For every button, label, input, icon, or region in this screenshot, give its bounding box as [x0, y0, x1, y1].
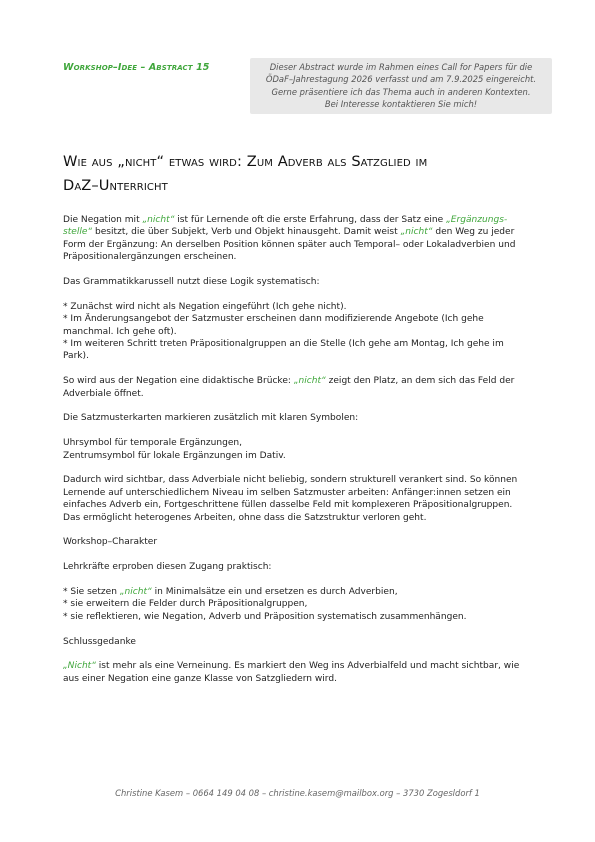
title-line: Wie aus „nicht“ etwas wird: Zum Adverb als Satzglied im	[63, 153, 428, 170]
highlight-term: „nicht“	[293, 376, 326, 387]
page-title	[63, 150, 533, 198]
text-line: Lehrkräfte erproben diesen Zugang praktisch:	[63, 562, 272, 573]
symbols-list	[63, 437, 553, 462]
text-line: einfaches Adverb ein, Fortgeschrittene füllen dasselbe Feld mit komplexeren Präpositionalgruppen.	[63, 500, 513, 511]
subheading: Schlussgedanke	[63, 636, 136, 647]
carousel-intro	[63, 276, 553, 288]
text-line: aus einer Negation eine ganze Klasse von Satzgliedern wird.	[63, 673, 337, 684]
structure-paragraph	[63, 474, 553, 524]
list-item: * sie reflektieren, wie Negation, Adverb und Präposition systematisch zusammenhängen.	[63, 611, 467, 622]
highlight-term: „nicht“	[142, 215, 175, 225]
text-line: Präpositionalergänzungen erscheinen.	[63, 252, 237, 263]
intro-paragraph	[63, 214, 553, 264]
list-item: Uhrsymbol für temporale Ergänzungen,	[63, 438, 242, 449]
list-item: * sie erweitern die Felder durch Präpositionalgruppen,	[63, 599, 308, 610]
workshop-heading	[63, 536, 553, 548]
list-item: * Zunächst wird nicht als Negation eingeführt (Ich gehe nicht).	[63, 301, 347, 312]
list-item-continuation: Park).	[63, 351, 89, 362]
highlight-term: „Ergänzungs-	[446, 215, 508, 225]
notice-line: ÖDaF–Jahrestagung 2026 verfasst und am 7.9.2025 eingereicht.	[265, 74, 537, 85]
closing-paragraph	[63, 660, 553, 685]
workshop-intro	[63, 561, 553, 573]
contact-footer: Christine Kasem – 0664 149 04 08 – christine.kasem@mailbox.org – 3730 Zogesldorf 1	[115, 788, 480, 798]
highlight-term: „nicht“	[119, 587, 152, 598]
steps-list	[63, 301, 553, 363]
closing-heading	[63, 636, 553, 648]
subheading: Workshop–Charakter	[63, 537, 158, 548]
list-item: Zentrumsymbol für lokale Ergänzungen im Dativ.	[63, 450, 286, 461]
text: * Sie setzen	[63, 587, 120, 598]
text: So wird aus der Negation eine didaktische Brücke:	[63, 376, 294, 387]
list-item: * Im Änderungsangebot der Satzmuster erscheinen dann modifizierende Angebote (Ich gehe	[63, 314, 484, 325]
text: in Minimalsätze ein und ersetzen es durch Adverbien,	[151, 587, 398, 598]
notice-line: Bei Interesse kontaktieren Sie mich!	[324, 99, 478, 110]
highlight-term: „Nicht“	[63, 661, 96, 672]
highlight-term: „nicht“	[400, 227, 433, 238]
text: ist mehr als eine Verneinung. Es markiert den Weg ins Adverbialfeld und macht sichtbar, wie	[95, 661, 520, 672]
text-line: Lernende auf unterschiedlichem Niveau im selben Satzmuster arbeiten: Anfänger:innen setzen ein	[63, 487, 511, 498]
list-item-continuation: manchmal. Ich gehe oft).	[63, 326, 177, 337]
text-line: Das Grammatikkarussell nutzt diese Logik systematisch:	[63, 277, 320, 288]
text: ist für Lernende oft die erste Erfahrung, dass der Satz eine	[174, 215, 447, 225]
title-line: DaZ–Unterricht	[63, 177, 168, 194]
submission-notice-box	[250, 58, 552, 114]
text: besitzt, die über Subjekt, Verb und Objekt hinausgeht. Damit weist	[92, 227, 401, 238]
text-line: Adverbiale öffnet.	[63, 388, 144, 399]
notice-line: Gerne präsentiere ich das Thema auch in anderen Kontexten.	[271, 86, 531, 97]
text-line	[63, 214, 553, 226]
bridge-paragraph	[63, 375, 553, 400]
workshop-list	[63, 586, 553, 623]
highlight-term: stelle“	[63, 227, 93, 238]
text-line: Form der Ergänzung: An derselben Position können später auch Temporal– oder Lokaladverbien und	[63, 239, 516, 250]
list-item	[63, 586, 553, 598]
abstract-body	[63, 214, 553, 698]
text-line	[63, 226, 553, 238]
text-line	[63, 375, 553, 387]
list-item: * Im weiteren Schritt treten Präpositionalgruppen an die Stelle (Ich gehe am Montag, Ich gehe im	[63, 339, 504, 350]
cards-intro	[63, 412, 553, 424]
text-line: Dadurch wird sichtbar, dass Adverbiale nicht beliebig, sondern strukturell verankert sind. So können	[63, 475, 518, 486]
text-line: Das ermöglicht heterogenes Arbeiten, ohne dass die Satzstruktur verloren geht.	[63, 512, 427, 523]
text-line	[63, 660, 553, 672]
text: Die Negation mit	[63, 215, 143, 225]
section-kicker: Workshop–Idee – Abstract 15	[63, 62, 210, 73]
text: den Weg zu jeder	[432, 227, 515, 238]
text-line: Die Satzmusterkarten markieren zusätzlich mit klaren Symbolen:	[63, 413, 359, 424]
text: zeigt den Platz, an dem sich das Feld der	[325, 376, 515, 387]
notice-line: Dieser Abstract wurde im Rahmen eines Call for Papers für die	[269, 62, 533, 72]
